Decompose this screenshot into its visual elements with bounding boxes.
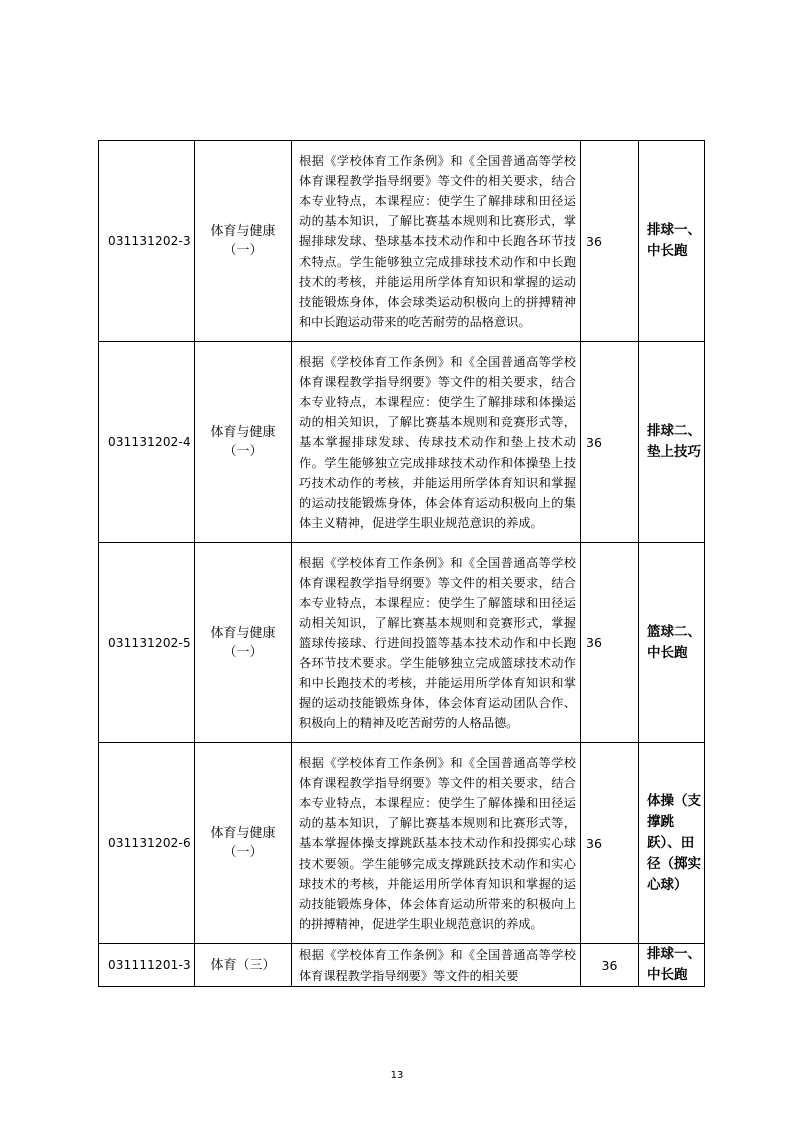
course-name-text: 体育与健康（一） (210, 224, 276, 258)
course-code: 031131202-3 (99, 141, 195, 342)
course-name-text: 体育与健康（一） (210, 625, 276, 660)
course-description: 根据《学校体育工作条例》和《全国普通高等学校体育课程教学指导纲要》等文件的相关要求，结合本专业特点，本课程应：使学生了解排球和田径运动的基本知识，了解比赛基本规则和比赛形式，掌握排球发球、垫球基本技术动作和中长跑各环节技术特点。学生能够独立完成排球技术动作和中长跑技术的考核，并能运用所学体育知识和掌握的运动技能锻炼身体，体会球类运动积极向上的拼搏精神和中长跑运动带来的吃苦耐劳的品格意识。 (292, 141, 581, 342)
table-row (99, 543, 705, 743)
course-name (195, 342, 292, 543)
course-code: 031131202-5 (99, 543, 195, 743)
course-name-text: 体育（三） (210, 957, 276, 973)
course-table (98, 140, 705, 987)
course-description: 根据《学校体育工作条例》和《全国普通高等学校体育课程教学指导纲要》等文件的相关要求，结合本专业特点，本课程应：使学生了解体操和田径运动的基本知识，了解比赛基本规则和比赛形式等，基本掌握体操支撑跳跃基本技术动作和投掷实心球技术要领。学生能够完成支撑跳跃技术动作和实心球技术的考核，并能运用所学体育知识和掌握的运动技能锻炼身体，体会体育运动所带来的积极向上的拼搏精神，促进学生职业规范意识的养成。 (292, 743, 581, 944)
table-row (99, 743, 705, 944)
course-content: 排球一、中长跑 (639, 944, 705, 987)
course-name-text: 体育与健康（一） (210, 425, 276, 459)
course-hours: 36 (581, 743, 639, 944)
table-row (99, 944, 705, 987)
course-code: 031131202-4 (99, 342, 195, 543)
course-hours: 36 (581, 944, 639, 987)
table-row (99, 342, 705, 543)
course-name-text: 体育与健康（一） (210, 826, 276, 860)
course-content: 体操（支撑跳跃）、田径（掷实心球） (639, 743, 705, 944)
page-number: 13 (390, 1070, 404, 1081)
course-description: 根据《学校体育工作条例》和《全国普通高等学校体育课程教学指导纲要》等文件的相关要 (292, 944, 581, 987)
course-hours: 36 (581, 141, 639, 342)
course-content: 排球一、中长跑 (639, 141, 705, 342)
course-description: 根据《学校体育工作条例》和《全国普通高等学校体育课程教学指导纲要》等文件的相关要求，结合本专业特点，本课程应：使学生了解排球和体操运动的相关知识，了解比赛基本规则和竞赛形式等，基本掌握排球发球、传球技术动作和垫上技术动作。学生能够独立完成排球技术动作和体操垫上技巧技术动作的考核，并能运用所学体育知识和掌握的运动技能锻炼身体，体会体育运动积极向上的集体主义精神，促进学生职业规范意识的养成。 (292, 342, 581, 543)
course-description: 根据《学校体育工作条例》和《全国普通高等学校体育课程教学指导纲要》等文件的相关要求，结合本专业特点，本课程应：使学生了解篮球和田径运动相关知识，了解比赛基本规则和竞赛形式，掌握篮球传接球、行进间投篮等基本技术动作和中长跑各环节技术要求。学生能够独立完成篮球技术动作和中长跑技术的考核，并能运用所学体育知识和掌握的运动技能锻炼身体，体会体育运动团队合作、积极向上的精神及吃苦耐劳的人格品德。 (292, 543, 581, 743)
course-name (195, 141, 292, 342)
table-row (99, 141, 705, 342)
course-name (195, 743, 292, 944)
course-code: 031131202-6 (99, 743, 195, 944)
course-name (195, 543, 292, 743)
course-hours: 36 (581, 342, 639, 543)
course-code: 031111201-3 (99, 944, 195, 987)
course-name (195, 944, 292, 987)
course-hours: 36 (581, 543, 639, 743)
course-content: 篮球二、中长跑 (639, 543, 705, 743)
course-content: 排球二、垫上技巧 (639, 342, 705, 543)
